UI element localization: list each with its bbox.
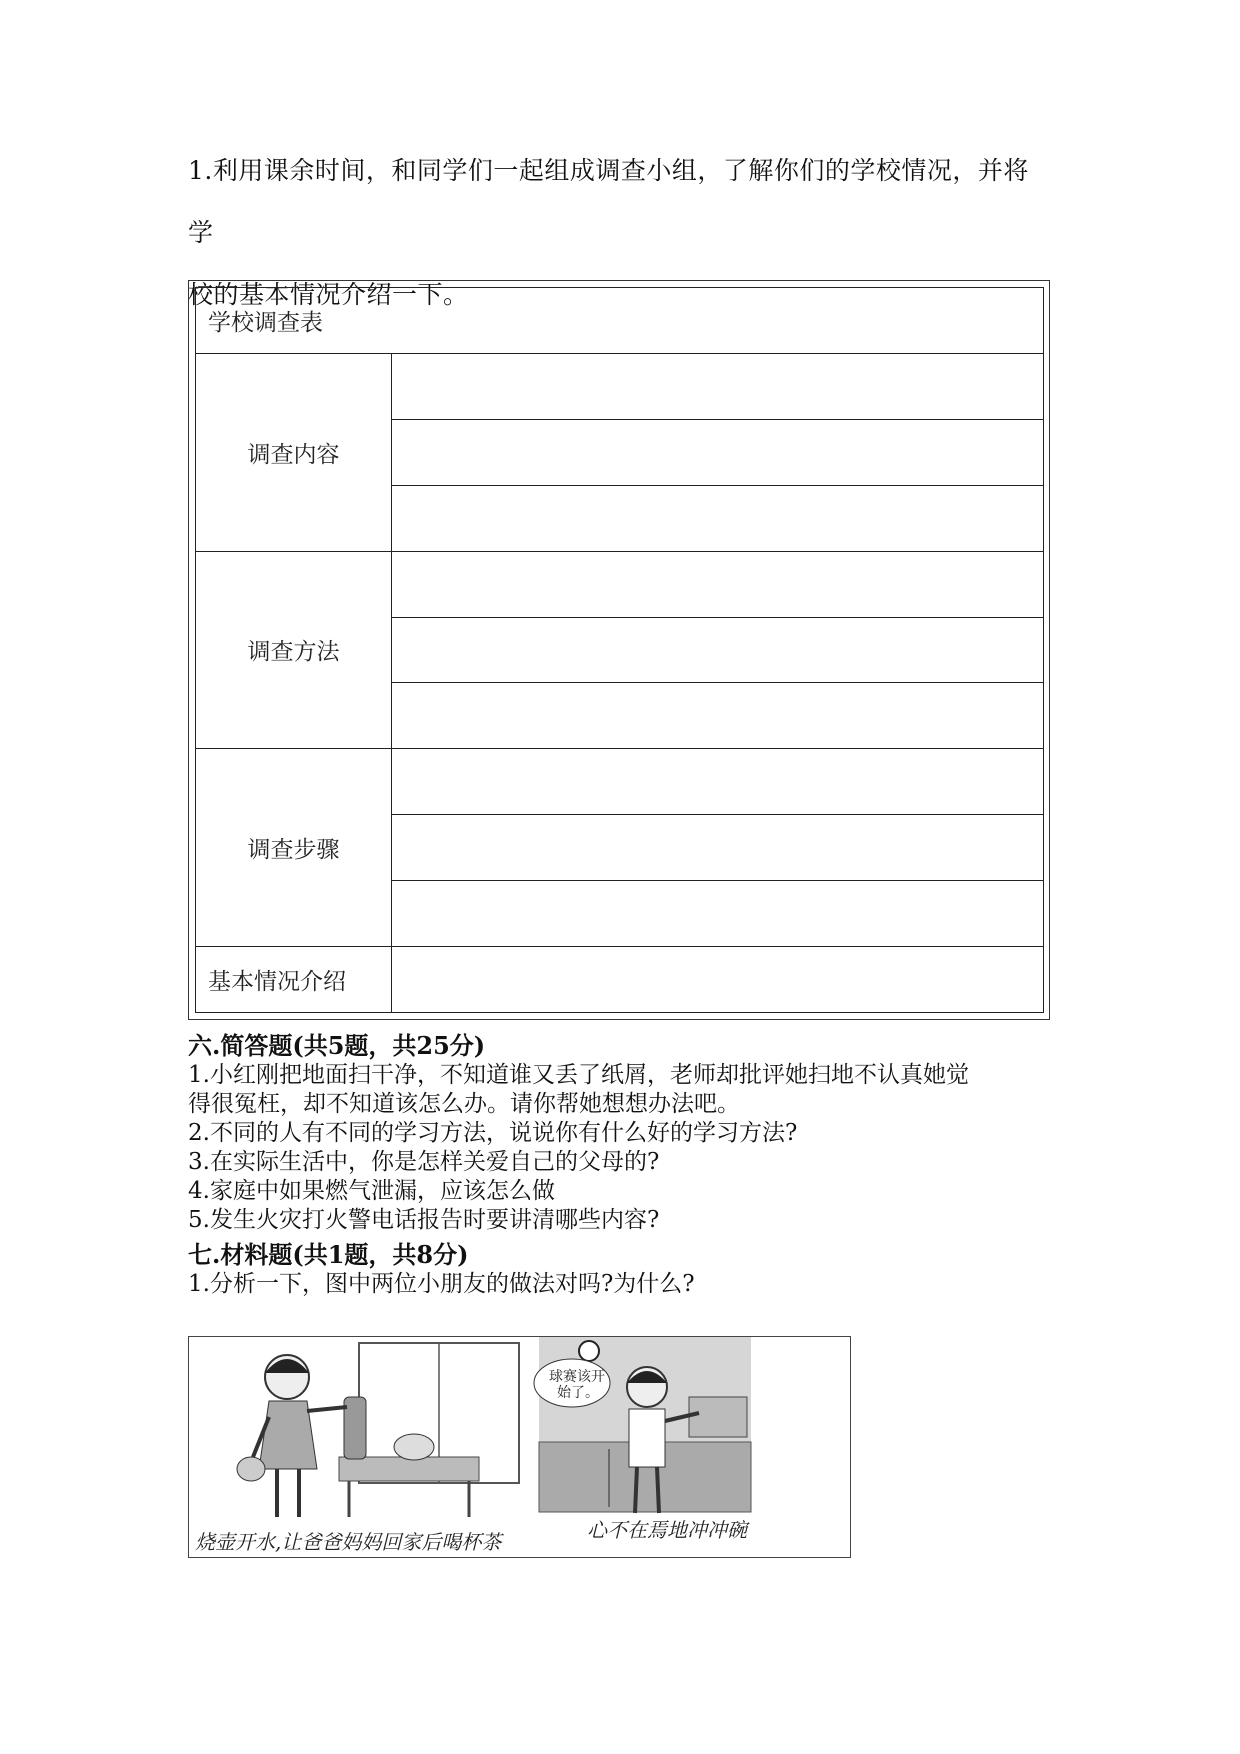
illustration-figure <box>188 1336 851 1558</box>
left-caption: 烧壶开水,让爸爸妈妈回家后喝杯茶 <box>195 1530 502 1554</box>
question-line: 1.分析一下，图中两位小朋友的做法对吗?为什么? <box>188 1271 695 1297</box>
section-heading: 七.材料题(共1题，共8分) <box>188 1240 469 1269</box>
speech-bubble-line-2: 始了。 <box>557 1385 599 1401</box>
blank-cell <box>392 815 1044 881</box>
speech-bubble-line-1: 球赛该开 <box>549 1369 605 1385</box>
table-row-label-basic-info: 基本情况介绍 <box>196 947 392 1013</box>
left-panel-drawing <box>237 1343 519 1517</box>
survey-table-frame <box>188 280 1050 1020</box>
blank-cell <box>392 551 1044 617</box>
blank-cell <box>392 617 1044 683</box>
question-line: 得很冤枉，却不知道该怎么办。请你帮她想想办法吧。 <box>188 1091 740 1117</box>
blank-cell <box>392 947 1044 1013</box>
blank-cell <box>392 683 1044 749</box>
table-row-label-content: 调查内容 <box>196 353 392 551</box>
table-title: 学校调查表 <box>196 288 1044 354</box>
blank-cell <box>392 419 1044 485</box>
table-row-label-method: 调查方法 <box>196 551 392 749</box>
question-line: 3.在实际生活中，你是怎样关爱自己的父母的? <box>188 1149 660 1175</box>
illustration-svg <box>189 1337 850 1557</box>
intro-line-2: 校的基本情况介绍一下。 <box>188 280 469 309</box>
question-line: 1.小红刚把地面扫干净，不知道谁又丢了纸屑，老师却批评她扫地不认真她觉 <box>188 1062 969 1088</box>
survey-table <box>195 287 1044 1013</box>
section-heading: 六.简答题(共5题，共25分) <box>188 1031 486 1060</box>
blank-cell <box>392 353 1044 419</box>
question-line: 5.发生火灾打火警电话报告时要讲清哪些内容? <box>188 1207 660 1233</box>
intro-line-1: 1.利用课余时间，和同学们一起组成调查小组，了解你们的学校情况，并将学 <box>188 156 1029 247</box>
blank-cell <box>392 749 1044 815</box>
right-panel-drawing <box>534 1337 751 1513</box>
blank-cell <box>392 881 1044 947</box>
question-line: 4.家庭中如果燃气泄漏，应该怎么做 <box>188 1178 555 1204</box>
blank-cell <box>392 485 1044 551</box>
section-material <box>188 1240 1068 1299</box>
right-caption: 心不在焉地冲冲碗 <box>587 1518 747 1542</box>
section-short-answer <box>188 1031 1068 1235</box>
table-row-label-steps: 调查步骤 <box>196 749 392 947</box>
question-line: 2.不同的人有不同的学习方法，说说你有什么好的学习方法? <box>188 1120 798 1146</box>
